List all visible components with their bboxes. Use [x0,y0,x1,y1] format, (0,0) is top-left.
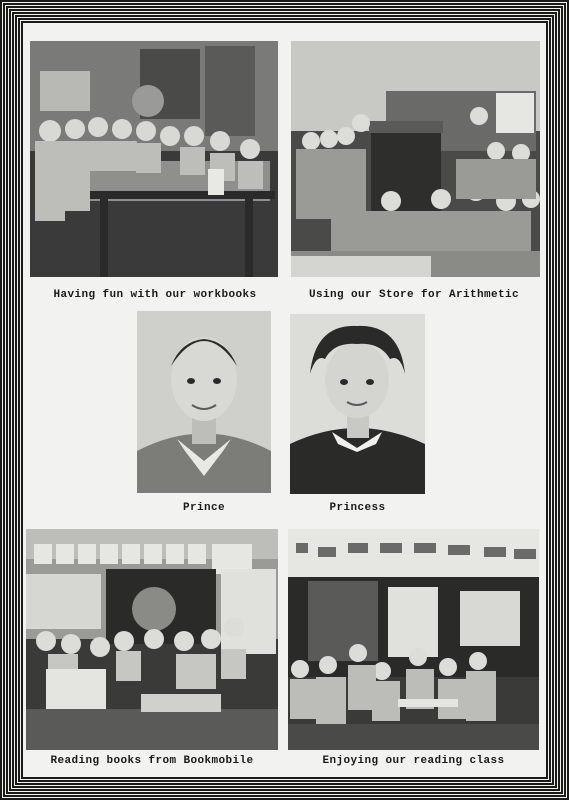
caption-prince: Prince [182,502,225,514]
caption-princess: Princess [329,502,386,514]
caption-bookmobile: Reading books from Bookmobile [50,755,254,767]
photo-reading [288,529,539,750]
caption-reading: Enjoying our reading class [322,755,505,767]
photo-store [291,41,540,277]
caption-workbooks: Having fun with our workbooks [53,289,257,301]
photo-prince [137,311,271,493]
photo-bookmobile [26,529,278,750]
caption-store: Using our Store for Arithmetic [308,289,520,301]
photo-princess [290,314,425,494]
photo-workbooks [30,41,278,277]
